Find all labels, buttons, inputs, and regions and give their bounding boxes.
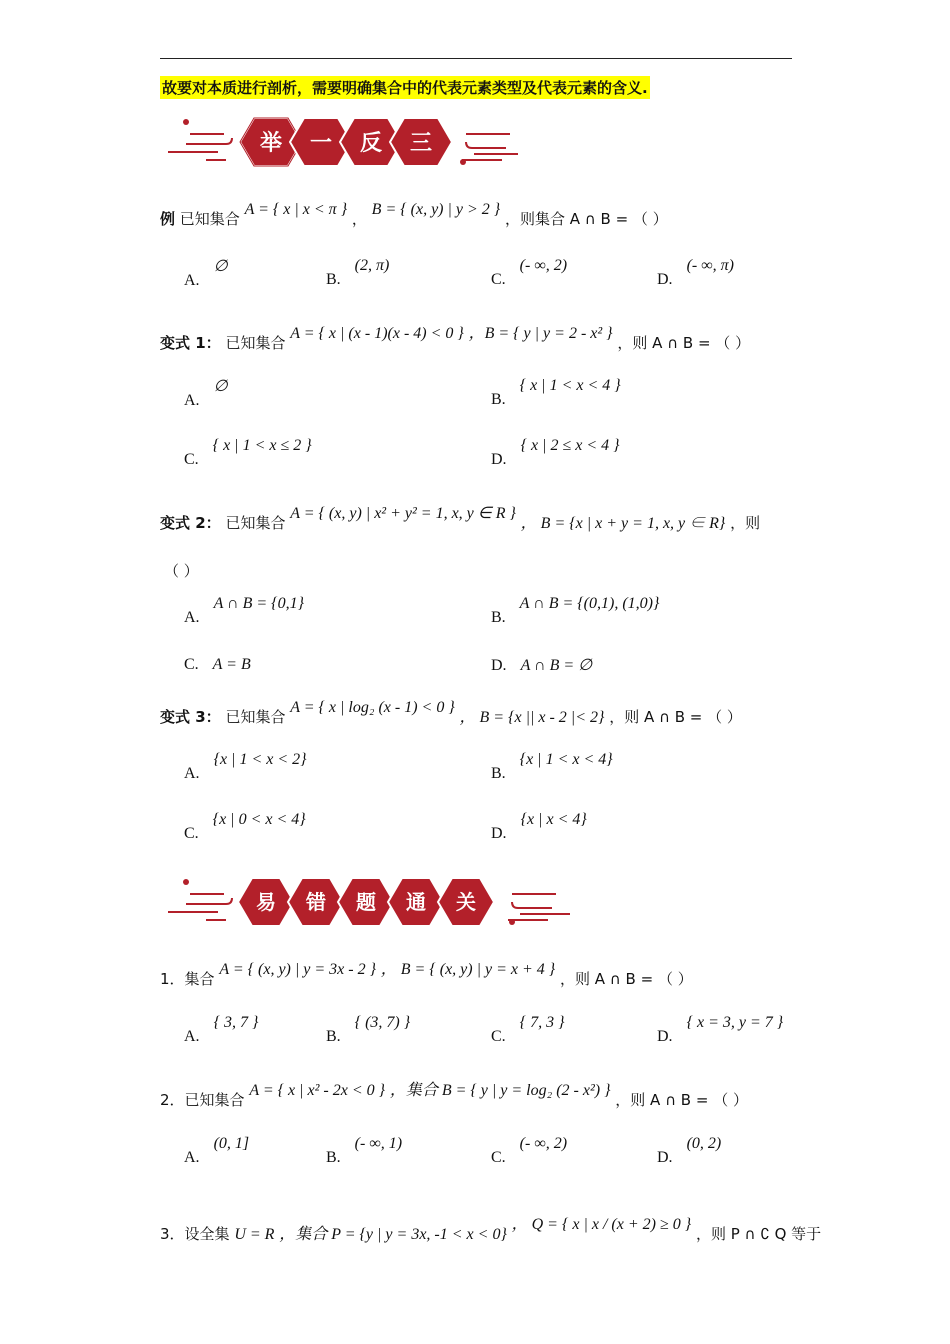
right-ornament — [508, 894, 570, 920]
option-a[interactable] — [184, 258, 228, 290]
ornament-dot — [183, 119, 189, 125]
banner-char: 三 — [409, 131, 433, 156]
option-letter: C. — [184, 451, 199, 468]
option-letter: B. — [326, 271, 341, 288]
option-b[interactable] — [491, 595, 660, 627]
banner-char: 错 — [306, 890, 326, 914]
variant1-set-a: A = { x | (x - 1)(x - 4) < 0 } — [290, 325, 464, 342]
q1-label: 1．集合 — [160, 970, 215, 988]
q1-question-text: ，则 A ∩ B = （ ） — [560, 970, 693, 988]
q3-set-q: ， Q = { x | x / (x + 2) ≥ 0 } — [511, 1216, 692, 1233]
option-letter: A. — [184, 272, 200, 289]
option-c[interactable] — [184, 437, 312, 469]
q3-label: 3．设全集 — [160, 1225, 230, 1243]
banner-char: 题 — [356, 890, 376, 914]
option-value: (0, 2) — [686, 1135, 722, 1152]
option-value: { x | 1 < x ≤ 2 } — [212, 437, 312, 454]
option-value: A = B — [212, 656, 251, 673]
option-letter: B. — [491, 609, 506, 626]
variant1-set-b: ，B = { y | y = 2 - x² } — [468, 325, 613, 342]
q2-set-a: A = { x | x² - 2x < 0 } — [249, 1082, 386, 1099]
option-letter: A. — [184, 765, 200, 782]
example-comma: ， — [351, 210, 367, 228]
option-value: (2, π) — [354, 257, 390, 274]
option-letter: A. — [184, 609, 200, 626]
option-value: A ∩ B = {(0,1), (1,0)} — [519, 595, 660, 612]
variant3-question-text: ，则 A ∩ B = （ ） — [609, 708, 742, 726]
variant3-prompt: 已知集合 — [225, 708, 286, 726]
option-letter: C. — [184, 825, 199, 842]
option-value: A ∩ B = ∅ — [520, 657, 593, 674]
option-value: { x | 2 ≤ x < 4 } — [520, 437, 620, 454]
option-value: (0, 1] — [213, 1135, 250, 1152]
option-a[interactable] — [184, 1014, 259, 1046]
variant1-prompt: 已知集合 — [225, 334, 286, 352]
left-ornament — [168, 894, 232, 920]
option-a[interactable] — [184, 378, 228, 410]
option-value: {x | 1 < x < 4} — [519, 751, 613, 768]
option-c[interactable] — [491, 257, 568, 289]
example-question-text: ，则集合 A ∩ B = （ ） — [504, 210, 668, 228]
banner-yi-cuo-ti-tong-guan — [166, 872, 586, 938]
option-value: {x | 1 < x < 2} — [213, 751, 307, 768]
option-letter: C. — [491, 1028, 506, 1045]
q1-question — [160, 961, 693, 989]
variant1-question — [160, 325, 751, 353]
q1-set-b: ， B = { (x, y) | y = x + 4 } — [380, 961, 556, 978]
option-value: { 7, 3 } — [519, 1014, 565, 1031]
q2-question — [160, 1082, 748, 1110]
option-d[interactable] — [491, 655, 592, 675]
option-letter: D. — [491, 657, 507, 674]
left-ornament — [168, 134, 232, 160]
option-letter: C. — [491, 1149, 506, 1166]
variant3-set-b: ， B = {x || x - 2 |< 2} — [459, 709, 605, 726]
option-value: { (3, 7) } — [354, 1014, 411, 1031]
banner-char: 易 — [256, 890, 276, 914]
q3-set-p: ，集合 P = {y | y = 3x, -1 < x < 0} — [279, 1226, 507, 1243]
option-letter: D. — [491, 451, 507, 468]
variant3-question — [160, 699, 742, 727]
q1-set-a: A = { (x, y) | y = 3x - 2 } — [219, 961, 376, 978]
option-b[interactable] — [491, 377, 621, 409]
option-a[interactable] — [184, 751, 307, 783]
ornament-dot — [183, 879, 189, 885]
option-d[interactable] — [657, 257, 734, 289]
example-prompt: 已知集合 — [179, 210, 240, 228]
option-value: (- ∞, π) — [686, 257, 734, 274]
option-b[interactable] — [326, 1135, 403, 1167]
q2-question-text: ，则 A ∩ B = （ ） — [615, 1091, 748, 1109]
ornament-dot — [460, 159, 466, 165]
q2-set-b: ，集合 B = { y | y = log₂ (2 - x²) } — [389, 1082, 611, 1099]
banner-char: 举 — [259, 131, 283, 156]
variant2-prompt: 已知集合 — [225, 514, 286, 532]
option-b[interactable] — [491, 751, 613, 783]
option-c[interactable] — [184, 655, 251, 674]
option-letter: B. — [326, 1149, 341, 1166]
option-value: { x = 3, y = 7 } — [686, 1014, 784, 1031]
option-d[interactable] — [491, 811, 587, 843]
option-letter: A. — [184, 1149, 200, 1166]
variant2-set-a: A = { (x, y) | x² + y² = 1, x, y ∈ R } — [290, 505, 516, 522]
variant2-question — [160, 505, 761, 533]
variant3-set-a: A = { x | log₂ (x - 1) < 0 } — [290, 699, 455, 716]
option-d[interactable] — [657, 1135, 722, 1167]
q3-set-u: U = R — [234, 1226, 275, 1243]
option-letter: D. — [657, 1028, 673, 1045]
option-value: {x | x < 4} — [520, 811, 587, 828]
variant1-question-text: ，则 A ∩ B = （ ） — [617, 334, 751, 352]
banner-char: 关 — [456, 890, 476, 914]
option-a[interactable] — [184, 595, 304, 627]
option-c[interactable] — [491, 1135, 568, 1167]
option-value: { x | 1 < x < 4 } — [519, 377, 621, 394]
option-value: { 3, 7 } — [213, 1014, 259, 1031]
banner-char: 反 — [359, 131, 383, 156]
option-b[interactable] — [326, 1014, 411, 1046]
example-set-a: A = { x | x < π } — [244, 201, 348, 218]
option-value: (- ∞, 2) — [519, 257, 568, 274]
option-letter: D. — [657, 1149, 673, 1166]
option-b[interactable] — [326, 257, 390, 289]
option-value: A ∩ B = {0,1} — [213, 595, 304, 612]
banner-char: 一 — [309, 131, 333, 156]
variant2-label: 变式 2： — [160, 514, 221, 532]
variant3-label: 变式 3： — [160, 708, 221, 726]
highlighted-note: 故要对本质进行剖析，需要明确集合中的代表元素类型及代表元素的含义. — [160, 76, 650, 99]
q3-question — [160, 1216, 822, 1244]
option-letter: B. — [491, 391, 506, 408]
option-letter: A. — [184, 392, 200, 409]
option-d[interactable] — [491, 437, 620, 469]
example-label: 例 — [160, 210, 176, 228]
option-value: {x | 0 < x < 4} — [212, 811, 306, 828]
right-ornament — [462, 134, 518, 160]
option-a[interactable] — [184, 1135, 250, 1167]
option-c[interactable] — [491, 1014, 565, 1046]
option-d[interactable] — [657, 1014, 784, 1046]
banner-ju-yi-fan-san — [166, 112, 586, 178]
example-question — [160, 201, 668, 229]
option-letter: B. — [491, 765, 506, 782]
variant2-set-b: ， B = {x | x + y = 1, x, y ∈ R} — [520, 515, 726, 532]
example-set-b: B = { (x, y) | y > 2 } — [371, 201, 501, 218]
variant1-label: 变式 1： — [160, 334, 221, 352]
header-rule — [160, 58, 792, 59]
option-letter: C. — [491, 271, 506, 288]
option-letter: D. — [657, 271, 673, 288]
ornament-dot — [509, 919, 515, 925]
option-c[interactable] — [184, 811, 306, 843]
option-letter: C. — [184, 656, 199, 673]
banner-char: 通 — [406, 890, 426, 914]
q2-label: 2．已知集合 — [160, 1091, 245, 1109]
option-value: ∅ — [213, 258, 228, 275]
option-value: ∅ — [213, 378, 228, 395]
option-value: (- ∞, 2) — [519, 1135, 568, 1152]
option-letter: D. — [491, 825, 507, 842]
variant2-paren: （ ） — [164, 562, 199, 580]
option-value: (- ∞, 1) — [354, 1135, 403, 1152]
option-letter: A. — [184, 1028, 200, 1045]
variant2-question-text: ，则 — [730, 514, 761, 532]
q3-question-text: ，则 P ∩ ∁ Q 等于 — [695, 1225, 822, 1243]
option-letter: B. — [326, 1028, 341, 1045]
